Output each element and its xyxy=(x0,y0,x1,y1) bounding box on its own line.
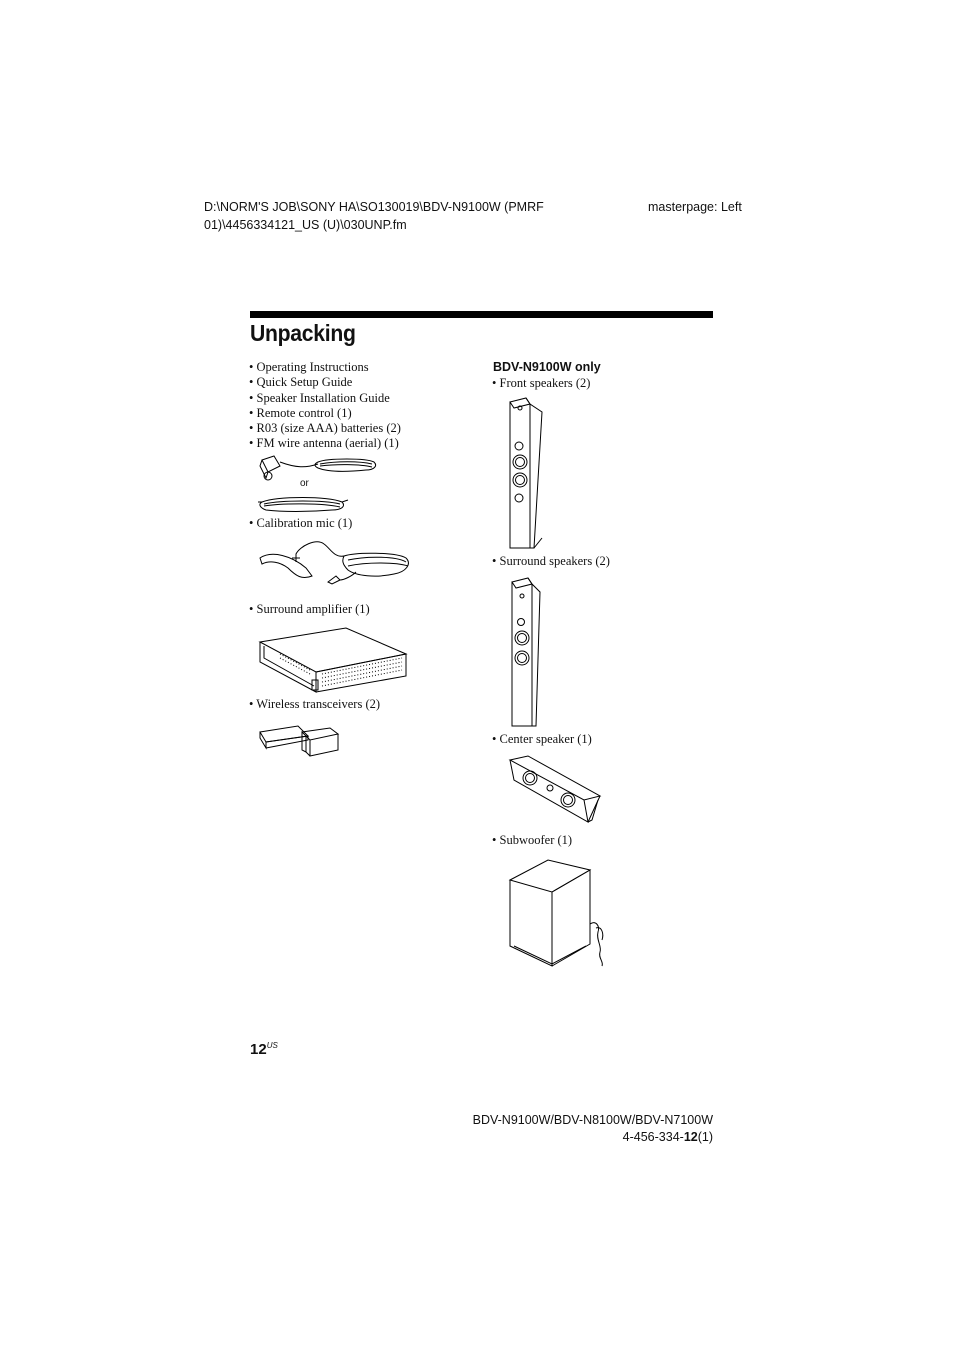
front-speaker-illustration xyxy=(506,398,548,550)
or-label: or xyxy=(300,478,309,489)
subwoofer-illustration xyxy=(508,856,610,968)
footer-code-suffix: (1) xyxy=(697,1130,713,1144)
center-speaker-illustration xyxy=(508,756,602,826)
model-only-heading: BDV-N9100W only xyxy=(493,360,601,374)
list-item: • Speaker Installation Guide xyxy=(249,391,401,406)
page-number-suffix: US xyxy=(266,1041,278,1050)
surround-amplifier-illustration xyxy=(260,628,408,694)
list-item: • Remote control (1) xyxy=(249,406,401,421)
fm-antenna-illustration xyxy=(256,452,381,482)
included-items-list xyxy=(249,360,401,452)
list-item: • Calibration mic (1) xyxy=(249,516,352,531)
list-item: • Quick Setup Guide xyxy=(249,375,401,390)
list-item: • R03 (size AAA) batteries (2) xyxy=(249,421,401,436)
fm-antenna-alt-illustration xyxy=(258,494,348,516)
calibration-mic-illustration xyxy=(256,536,414,594)
footer xyxy=(473,1112,713,1146)
footer-models: BDV-N9100W/BDV-N8100W/BDV-N7100W xyxy=(472,1113,713,1127)
list-item: • Wireless transceivers (2) xyxy=(249,697,380,712)
page-number xyxy=(250,1041,278,1058)
list-item: • Front speakers (2) xyxy=(492,376,590,391)
page-number-value: 12 xyxy=(250,1041,267,1058)
list-item: • Subwoofer (1) xyxy=(492,833,572,848)
list-item: • Center speaker (1) xyxy=(492,732,592,747)
surround-speaker-illustration xyxy=(508,578,550,730)
footer-code-bold: 12 xyxy=(683,1130,698,1144)
wireless-transceiver-illustration xyxy=(258,722,342,760)
page-title: Unpacking xyxy=(250,320,356,346)
file-path-header: D:\NORM'S JOB\SONY HA\SO130019\BDV-N9100W (PMRF 01)\4456334121_US (U)\030UNP.fm xyxy=(204,200,544,232)
list-item: • FM wire antenna (aerial) (1) xyxy=(249,436,401,451)
title-rule xyxy=(250,311,713,318)
masterpage-label: masterpage: Left xyxy=(648,200,742,214)
list-item: • Surround speakers (2) xyxy=(492,554,610,569)
list-item: • Surround amplifier (1) xyxy=(249,602,370,617)
footer-code xyxy=(473,1129,713,1146)
footer-code-prefix: 4-456-334- xyxy=(622,1130,684,1144)
list-item: • Operating Instructions xyxy=(249,360,401,375)
